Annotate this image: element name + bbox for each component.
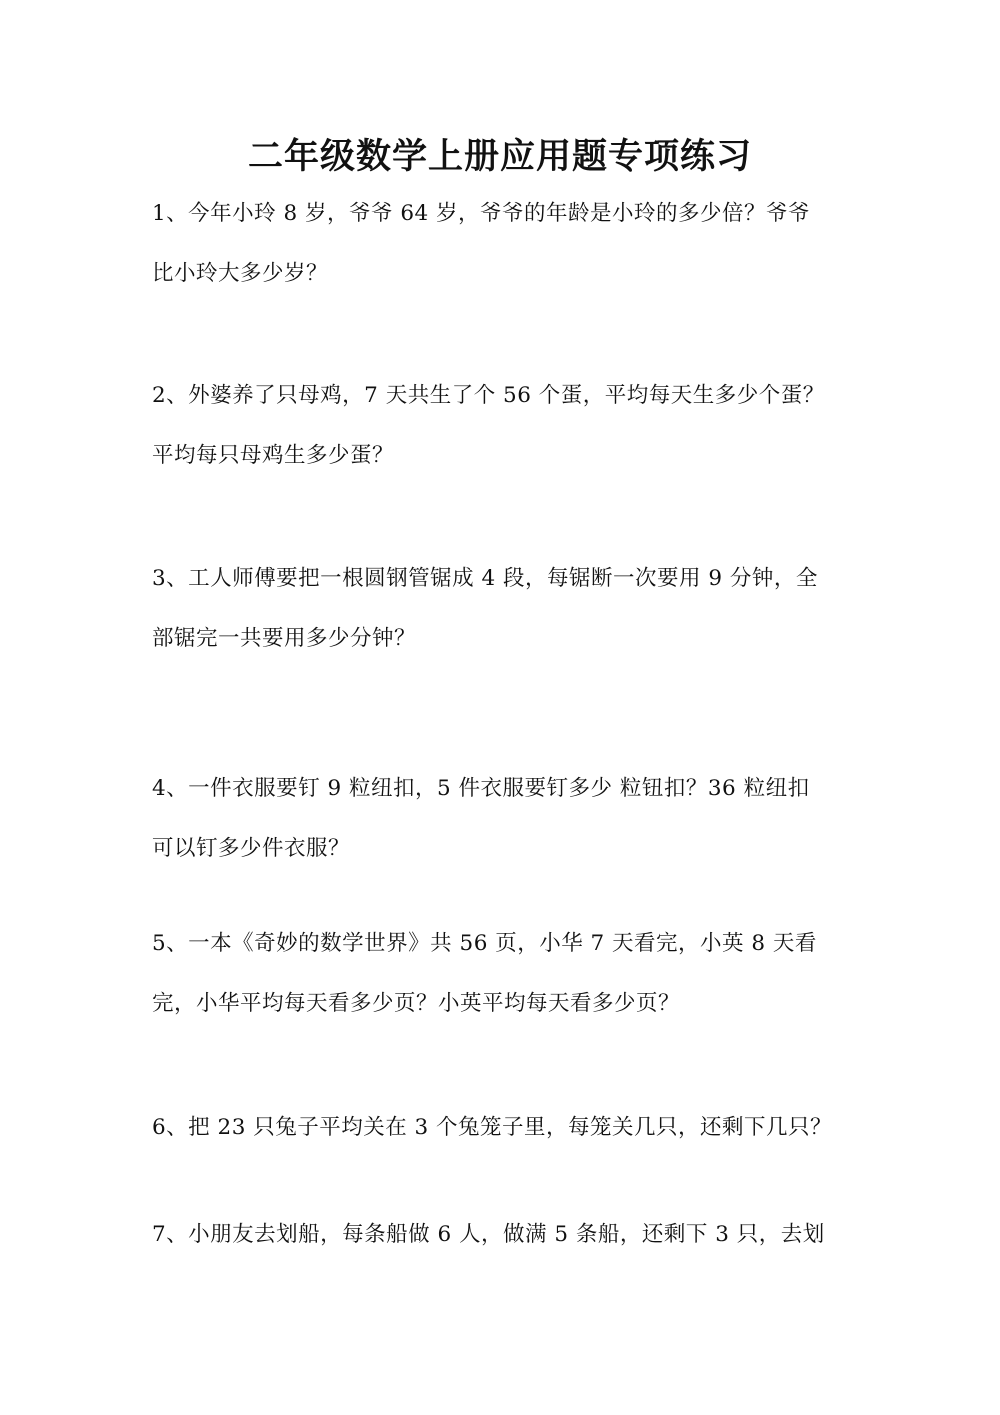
question-2-line-2: 平均每只母鸡生多少蛋？ bbox=[152, 443, 395, 468]
question-6 bbox=[152, 1098, 852, 1158]
question-6-line-1: 6、把 23 只兔子平均关在 3 个兔笼子里，每笼关几只，还剩下几只？ bbox=[152, 1115, 833, 1140]
question-4 bbox=[152, 759, 852, 879]
question-2-line-1: 2、外婆养了只母鸡，7 天共生了个 56 个蛋，平均每天生多少个蛋？ bbox=[152, 383, 825, 408]
question-3-line-1: 3、工人师傅要把一根圆钢管锯成 4 段，每锯断一次要用 9 分钟，全 bbox=[152, 566, 818, 591]
page-title: 二年级数学上册应用题专项练习 bbox=[247, 137, 752, 177]
question-3-line-2: 部锯完一共要用多少分钟？ bbox=[152, 626, 417, 651]
question-7 bbox=[152, 1205, 852, 1265]
question-5-line-1: 5、一本《奇妙的数学世界》共 56 页，小华 7 天看完，小英 8 天看 bbox=[152, 931, 817, 956]
question-5 bbox=[152, 914, 852, 1034]
question-1-line-2: 比小玲大多少岁？ bbox=[152, 261, 329, 286]
question-3 bbox=[152, 549, 852, 669]
question-1 bbox=[152, 184, 852, 304]
question-4-line-2: 可以钉多少件衣服？ bbox=[152, 836, 351, 861]
question-2 bbox=[152, 366, 852, 486]
question-5-line-2: 完，小华平均每天看多少页？小英平均每天看多少页？ bbox=[152, 991, 681, 1016]
question-1-line-1: 1、今年小玲 8 岁，爷爷 64 岁，爷爷的年龄是小玲的多少倍？爷爷 bbox=[152, 201, 811, 226]
question-4-line-1: 4、一件衣服要钉 9 粒纽扣，5 件衣服要钉多少 粒钮扣？36 粒纽扣 bbox=[152, 776, 810, 801]
question-7-line-1: 7、小朋友去划船，每条船做 6 人，做满 5 条船，还剩下 3 只，去划 bbox=[152, 1222, 825, 1247]
